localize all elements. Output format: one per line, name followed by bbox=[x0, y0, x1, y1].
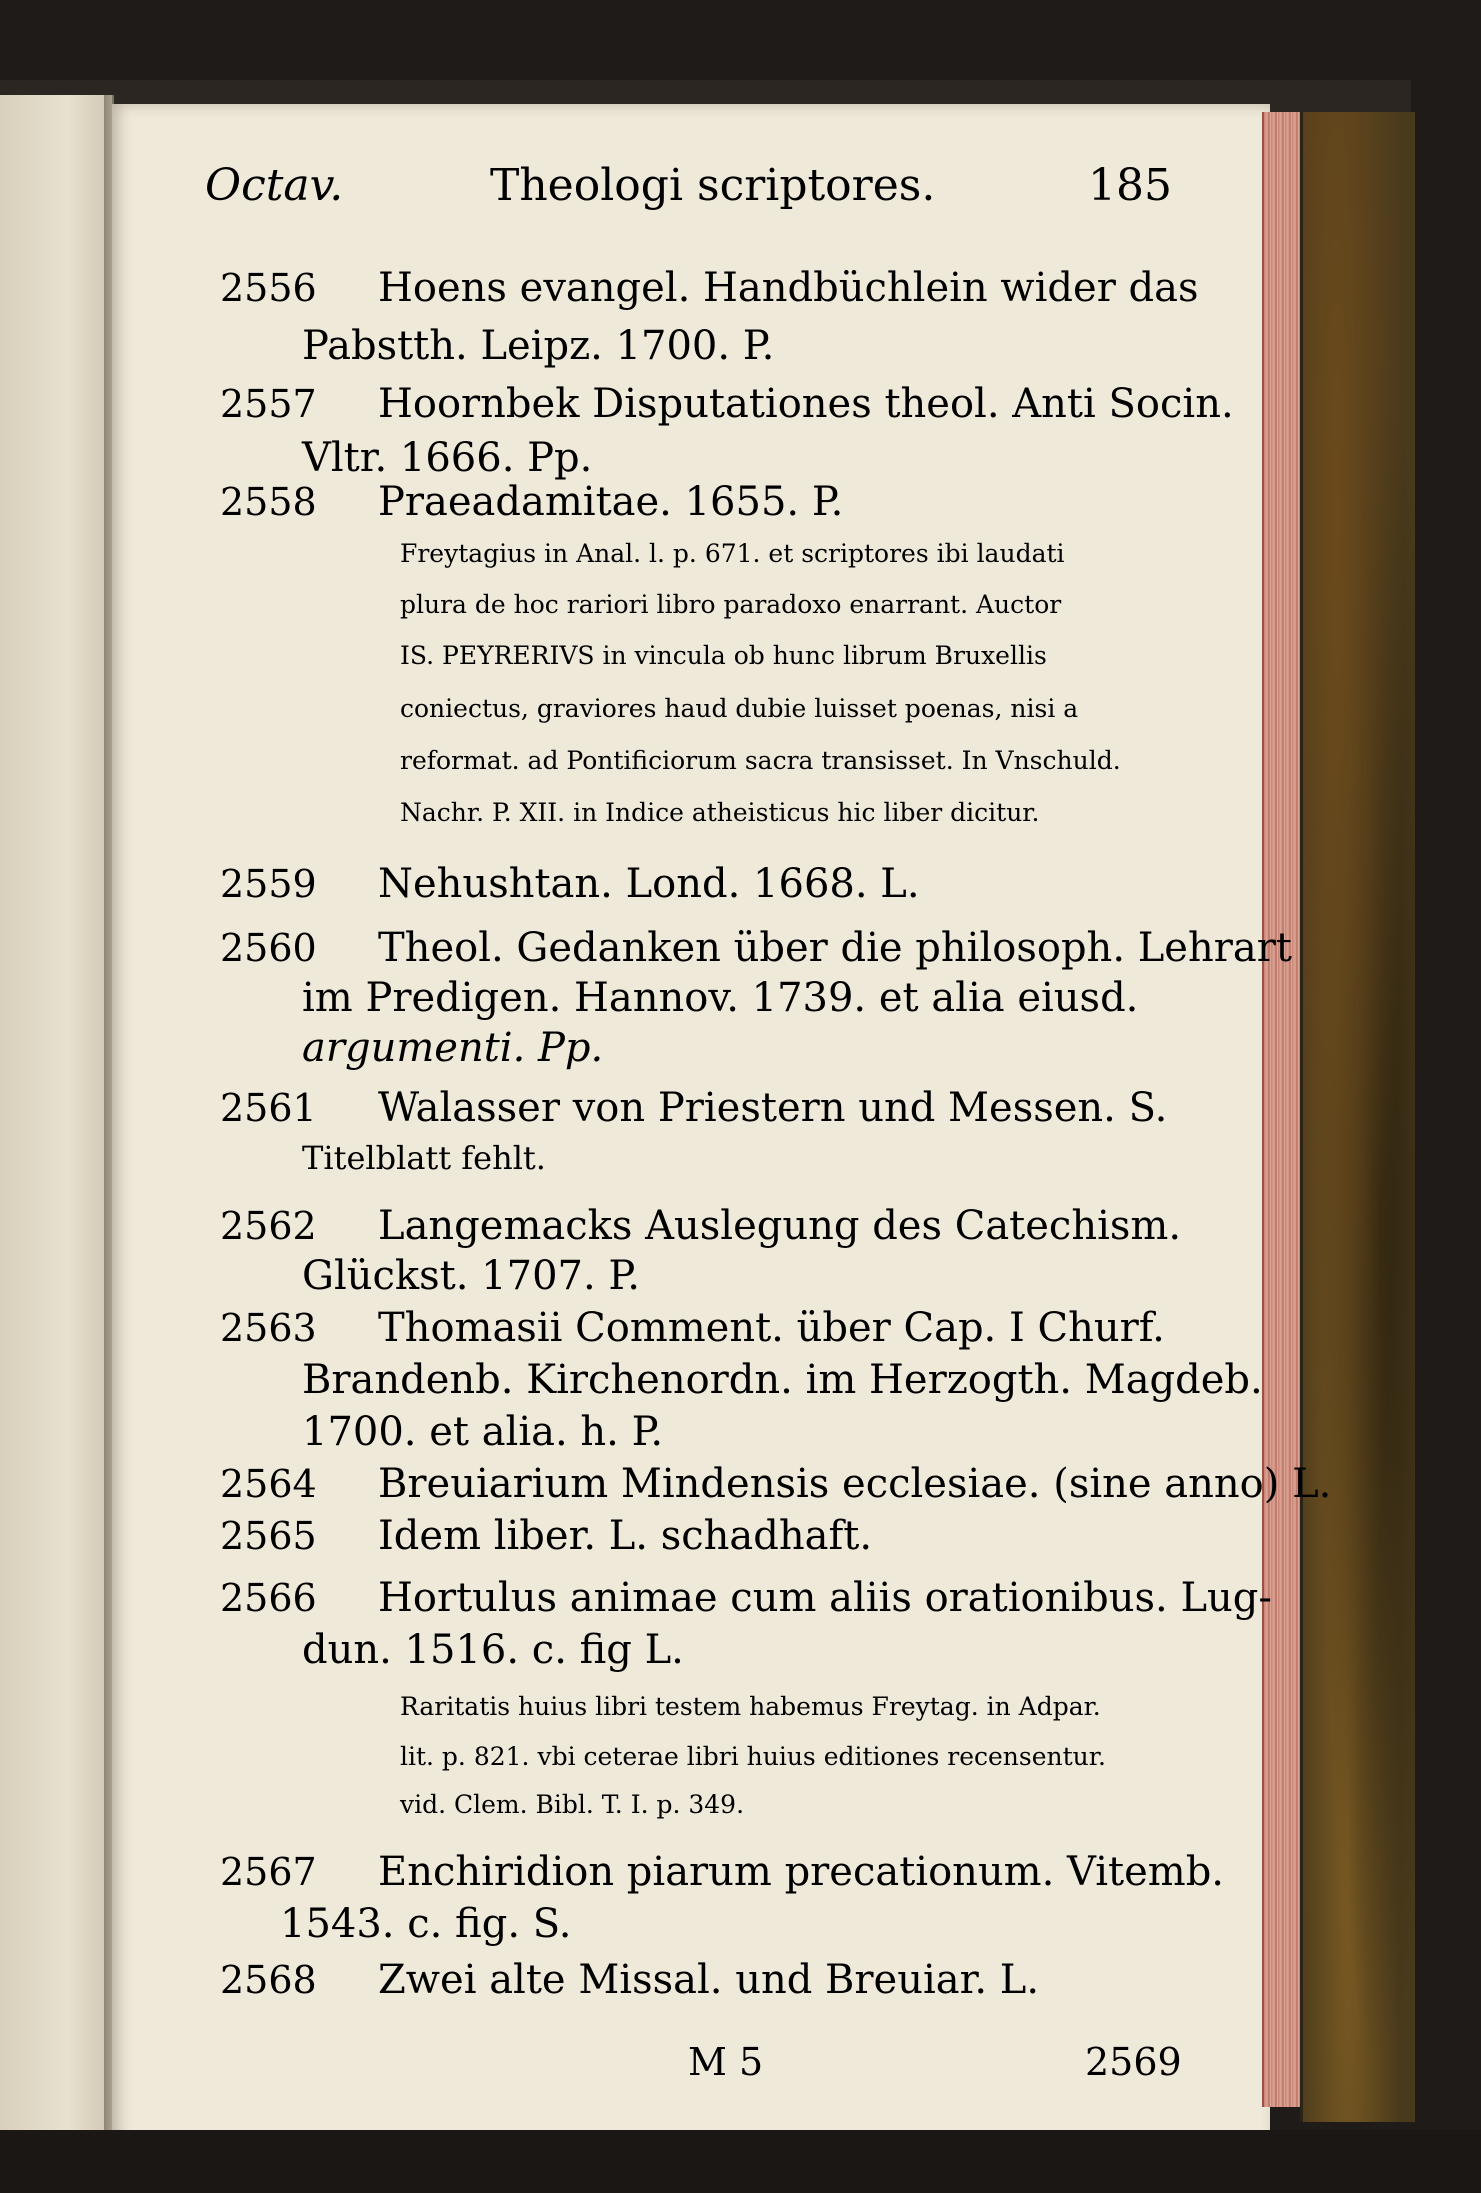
entry-imprint: Brandenb. Kirchenordn. im Herzogth. Magdeb. bbox=[302, 1357, 1263, 1403]
entry-number: 2566 bbox=[220, 1576, 317, 1620]
running-head-format: Octav. bbox=[205, 160, 344, 211]
entry-title: Enchiridion piarum precationum. Vitemb. bbox=[378, 1849, 1225, 1895]
note-line: Freytagius in Anal. l. p. 671. et scriptores ibi laudati bbox=[400, 539, 1065, 568]
entry-number: 2565 bbox=[220, 1514, 317, 1558]
entry-title: Zwei alte Missal. und Breuiar. L. bbox=[378, 1957, 1040, 2003]
entry-note: Titelblatt fehlt. bbox=[302, 1139, 546, 1177]
note-line: vid. Clem. Bibl. T. I. p. 349. bbox=[400, 1790, 745, 1819]
running-head-title: Theologi scriptores. bbox=[490, 160, 936, 211]
note-line: Nachr. P. XII. in Indice atheisticus hic liber dicitur. bbox=[400, 798, 1040, 827]
entry-number: 2557 bbox=[220, 382, 317, 426]
entry-title: Hoornbek Disputationes theol. Anti Socin. bbox=[378, 381, 1234, 427]
entry-imprint: Glückst. 1707. P. bbox=[302, 1253, 640, 1299]
note-line: plura de hoc rariori libro paradoxo enarrant. Auctor bbox=[400, 590, 1062, 619]
facing-page-edge bbox=[0, 95, 114, 2130]
note-line: Raritatis huius libri testem habemus Freytag. in Adpar. bbox=[400, 1692, 1101, 1721]
entry-title: Walasser von Priestern und Messen. S. bbox=[378, 1085, 1168, 1131]
entry-title: Nehushtan. Lond. 1668. L. bbox=[378, 861, 920, 907]
marbled-cover bbox=[1300, 112, 1415, 2122]
entry-number: 2564 bbox=[220, 1462, 317, 1506]
entry-title: Praeadamitae. 1655. P. bbox=[378, 479, 844, 525]
entry-title: Idem liber. L. schadhaft. bbox=[378, 1513, 873, 1559]
note-line: lit. p. 821. vbi ceterae libri huius editiones recensentur. bbox=[400, 1742, 1106, 1771]
background-bottom bbox=[0, 2130, 1481, 2193]
entry-number: 2556 bbox=[220, 266, 317, 310]
note-line: IS. PEYRERIVS in vincula ob hunc librum Bruxellis bbox=[400, 641, 1047, 670]
entry-title: Theol. Gedanken über die philosoph. Lehrart bbox=[378, 925, 1292, 971]
note-line: reformat. ad Pontificiorum sacra transisset. In Vnschuld. bbox=[400, 746, 1121, 775]
entry-title: Hoens evangel. Handbüchlein wider das bbox=[378, 265, 1199, 311]
entry-number: 2562 bbox=[220, 1204, 317, 1248]
entry-title: Thomasii Comment. über Cap. I Churf. bbox=[378, 1305, 1165, 1351]
entry-number: 2563 bbox=[220, 1306, 317, 1350]
signature-mark: M 5 bbox=[688, 2040, 764, 2084]
entry-number: 2567 bbox=[220, 1850, 317, 1894]
entry-imprint: 1700. et alia. h. P. bbox=[302, 1409, 664, 1455]
entry-number: 2561 bbox=[220, 1086, 317, 1130]
entry-imprint: Pabstth. Leipz. 1700. P. bbox=[302, 323, 775, 369]
entry-imprint: Vltr. 1666. Pp. bbox=[302, 435, 593, 481]
entry-imprint: argumenti. Pp. bbox=[302, 1025, 604, 1071]
note-line: coniectus, graviores haud dubie luisset poenas, nisi a bbox=[400, 694, 1079, 723]
entry-title: Breuiarium Mindensis ecclesiae. (sine anno) L. bbox=[378, 1461, 1332, 1507]
entry-imprint: im Predigen. Hannov. 1739. et alia eiusd. bbox=[302, 975, 1139, 1021]
entry-title: Hortulus animae cum aliis orationibus. Lug- bbox=[378, 1575, 1272, 1621]
entry-number: 2558 bbox=[220, 480, 317, 524]
entry-number: 2560 bbox=[220, 926, 317, 970]
page-number: 185 bbox=[1088, 160, 1172, 211]
entry-imprint: dun. 1516. c. fig L. bbox=[302, 1627, 684, 1673]
entry-number: 2559 bbox=[220, 862, 317, 906]
entry-number: 2568 bbox=[220, 1958, 317, 2002]
entry-imprint: 1543. c. fig. S. bbox=[280, 1901, 572, 1947]
catchword: 2569 bbox=[1085, 2040, 1182, 2084]
entry-title: Langemacks Auslegung des Catechism. bbox=[378, 1203, 1182, 1249]
